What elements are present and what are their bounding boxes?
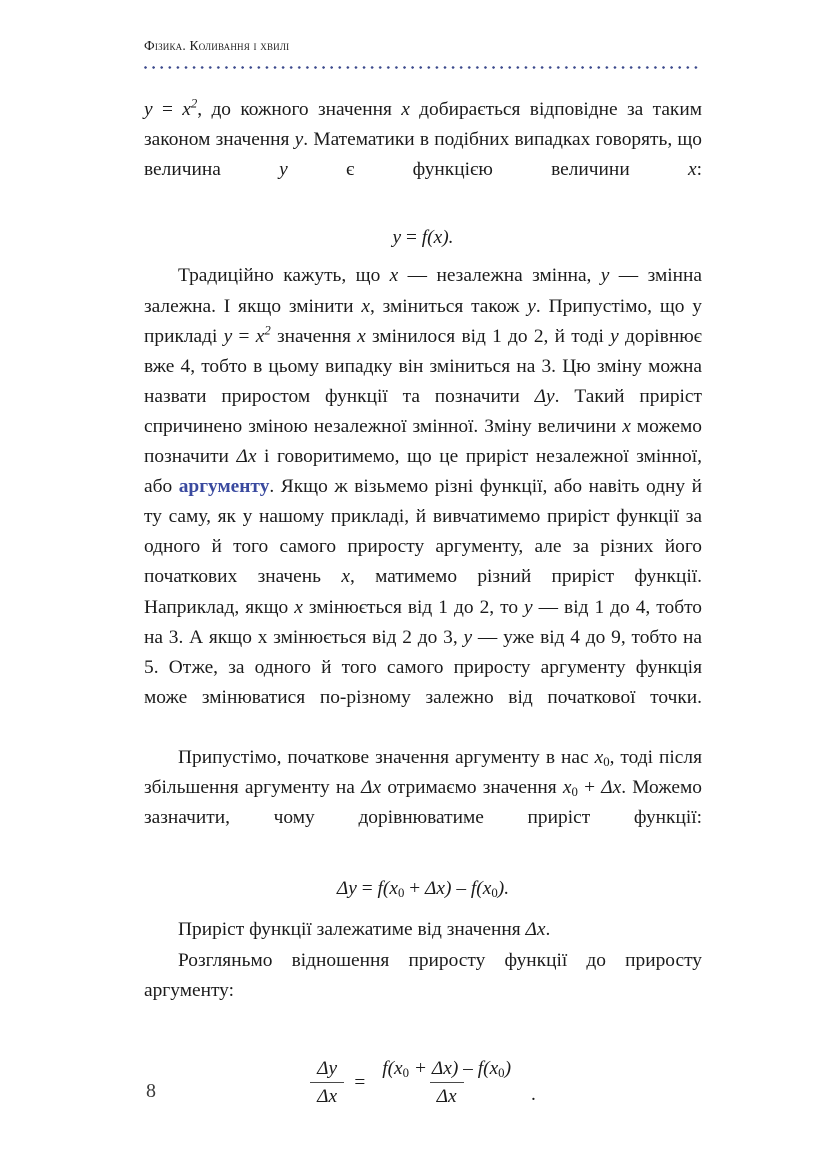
- fraction-left-numerator: Δy: [317, 1057, 338, 1079]
- var-x-4: x: [389, 265, 399, 287]
- f3-x1: x: [394, 1057, 403, 1079]
- keyword-argument: аргументу: [178, 476, 270, 498]
- var-y-5: y: [527, 295, 536, 317]
- var-x-7: x: [357, 325, 366, 347]
- eq-1: =: [152, 99, 183, 120]
- text-2a: Традиційно кажуть, що: [178, 265, 390, 287]
- text-2c: — змінна залежна. І якщо змінити: [144, 265, 702, 317]
- paragraph-3: [144, 743, 702, 863]
- var-y-4: y: [600, 265, 610, 287]
- f3-f2: f: [477, 1057, 484, 1079]
- paragraph-2: [144, 261, 702, 743]
- f3-minus: –: [458, 1057, 478, 1079]
- formula2-close1: ): [445, 878, 452, 900]
- trailing-period: .: [531, 1083, 536, 1105]
- var-x-6: x: [255, 325, 265, 347]
- fraction-left: [310, 1058, 344, 1108]
- text-2e: . Припустімо, що у прикладі: [144, 295, 702, 347]
- formula2-close2: ).: [497, 878, 510, 900]
- paragraph-1: [144, 95, 702, 215]
- formula2-open2: (: [476, 878, 483, 900]
- f3-sub2: 0: [498, 1065, 505, 1080]
- delta-x-inline-2: Δx: [361, 777, 382, 799]
- var-x: x: [182, 99, 191, 120]
- var-x-3: x: [688, 159, 697, 181]
- var-x-10: x: [294, 596, 303, 618]
- text-2g: змінилося від 1 до 2, й тоді: [365, 325, 611, 347]
- text-3d: . Можемо зазначити, чому дорівнюватиме приріст функції:: [144, 777, 702, 829]
- formula1-y: y: [392, 227, 402, 249]
- f3-close1: ): [451, 1057, 459, 1079]
- formula1-open: (: [427, 227, 434, 249]
- text-1e: :: [696, 159, 702, 181]
- delta-x-inline-4: Δx: [525, 919, 546, 941]
- formula1-close: ).: [442, 227, 454, 249]
- plus-sign: +: [577, 777, 602, 799]
- text-2k: і говоритимемо, що це приріст незалежної змінної, або: [144, 446, 702, 498]
- equals-sign: =: [353, 1071, 367, 1093]
- text-2n: змінюється від 1 до 2, то: [302, 596, 525, 618]
- var-y-6: y: [223, 325, 233, 347]
- formula2-open1: (: [382, 878, 390, 900]
- delta-x-inline: Δx: [236, 446, 257, 468]
- f3-x2: x: [489, 1057, 499, 1079]
- fraction-right-numerator: [375, 1058, 518, 1082]
- text-2l: . Якщо ж візьмемо різні функції, або навіть одну й ту саму, як у нашому прикладі, й вивчатимемо приріст функції за одного й того самого приросту аргументу, але за різних його початкових значень: [144, 476, 702, 588]
- text-1d: є функцією величини: [287, 159, 688, 181]
- text-1a: , до кожного значення: [197, 99, 402, 120]
- text-3b: , тоді після збільшення аргументу на: [144, 746, 702, 799]
- text-2i: . Такий приріст спричинено зміною незалежної змінної. Зміну величини: [144, 385, 702, 437]
- text-2h: дорівнює вже 4, тобто в цьому випадку він зміниться на 3. Цю зміну можна назвати приростом функції та позначити: [144, 325, 703, 407]
- f3-open2: (: [483, 1057, 490, 1079]
- var-y-2: y: [294, 129, 304, 151]
- f3-plus: +: [409, 1057, 432, 1079]
- f3-open1: (: [387, 1057, 395, 1079]
- f3-f1: f: [382, 1057, 388, 1079]
- exponent-2b: 2: [264, 323, 271, 338]
- page-number: 8: [146, 1080, 156, 1102]
- text-4b: .: [545, 919, 551, 941]
- var-y-8: y: [524, 596, 533, 618]
- formula2-sub1: 0: [398, 886, 405, 901]
- var-x-9: x: [341, 566, 350, 588]
- formula1-x: x: [433, 227, 443, 249]
- f3-sub1: 0: [402, 1065, 410, 1080]
- var-x-5: x: [361, 295, 370, 317]
- fraction-left-denominator: Δx: [310, 1082, 344, 1108]
- formula-ratio: [144, 1058, 702, 1108]
- text-5a: Розгляньмо відношення приросту функції до приросту аргументу:: [144, 949, 702, 1001]
- formula2-dx1: Δx: [425, 878, 446, 900]
- text-2p: — уже від 4 до 9, тобто на 5. Отже, за одного й того самого приросту аргументу функція може змінюватися по-різному залежно від початкової точки.: [144, 626, 702, 708]
- text-2b: — незалежна змінна,: [398, 265, 601, 287]
- text-3a: Припустімо, початкове значення аргументу в нас: [178, 746, 595, 768]
- exponent-2: 2: [190, 96, 198, 111]
- fraction-right-denominator: Δx: [430, 1082, 464, 1108]
- formula-y-equals-f-of-x: [144, 223, 702, 253]
- text-2o: — від 1 до 4, тобто на 3. А якщо х змінюється від 2 до 3,: [144, 596, 702, 648]
- formula1-eq: =: [401, 227, 422, 249]
- text-2f: значення: [270, 325, 358, 347]
- f3-dx1: Δx: [431, 1057, 452, 1079]
- text-1b: добирається відповідне за таким законом значення: [144, 99, 702, 151]
- eq-2: =: [232, 325, 256, 347]
- subscript-0b: 0: [571, 784, 578, 799]
- var-y-7: y: [610, 325, 619, 347]
- text-4a: Приріст функції залежатиме від значення: [178, 919, 526, 941]
- dotted-rule-divider: [144, 66, 702, 69]
- var-y-3: y: [279, 159, 288, 181]
- formula2-x1: x: [389, 878, 398, 900]
- formula-delta-y: [144, 874, 702, 904]
- paragraph-4: [144, 915, 702, 945]
- formula2-f1: f: [377, 878, 383, 900]
- text-2j: можемо позначити: [144, 415, 702, 468]
- delta-x-inline-3: Δx: [601, 777, 622, 799]
- text-column: [144, 95, 702, 1108]
- var-y: y: [144, 99, 153, 120]
- formula1-f: f: [421, 227, 428, 249]
- paragraph-5: [144, 946, 702, 1036]
- formula2-eq: =: [356, 878, 378, 900]
- var-x0: x: [594, 746, 604, 768]
- text-3c: отримаємо значення: [381, 777, 563, 799]
- var-y-9: y: [463, 626, 473, 648]
- text-2m: , матимемо різний приріст функції. Наприклад, якщо: [144, 566, 703, 618]
- formula2-dy: Δy: [336, 878, 357, 900]
- formula2-sub2: 0: [491, 886, 498, 901]
- formula2-plus: +: [404, 878, 426, 900]
- formula2-x2: x: [482, 878, 492, 900]
- var-x0-2: x: [562, 777, 572, 799]
- var-x-8: x: [622, 415, 631, 437]
- f3-close2: ): [504, 1057, 512, 1079]
- formula2-minus: –: [451, 878, 471, 900]
- text-1c: . Математики в подібних випадках говорять, що величина: [144, 129, 702, 181]
- running-head: Фізика. Коливання і хвилі: [144, 38, 290, 53]
- subscript-0: 0: [603, 754, 610, 769]
- var-x-2: x: [401, 99, 410, 120]
- fraction-right: [375, 1058, 518, 1108]
- text-2d: , зміниться також: [369, 295, 528, 317]
- delta-y-inline: Δy: [534, 385, 555, 407]
- formula2-f2: f: [470, 878, 477, 900]
